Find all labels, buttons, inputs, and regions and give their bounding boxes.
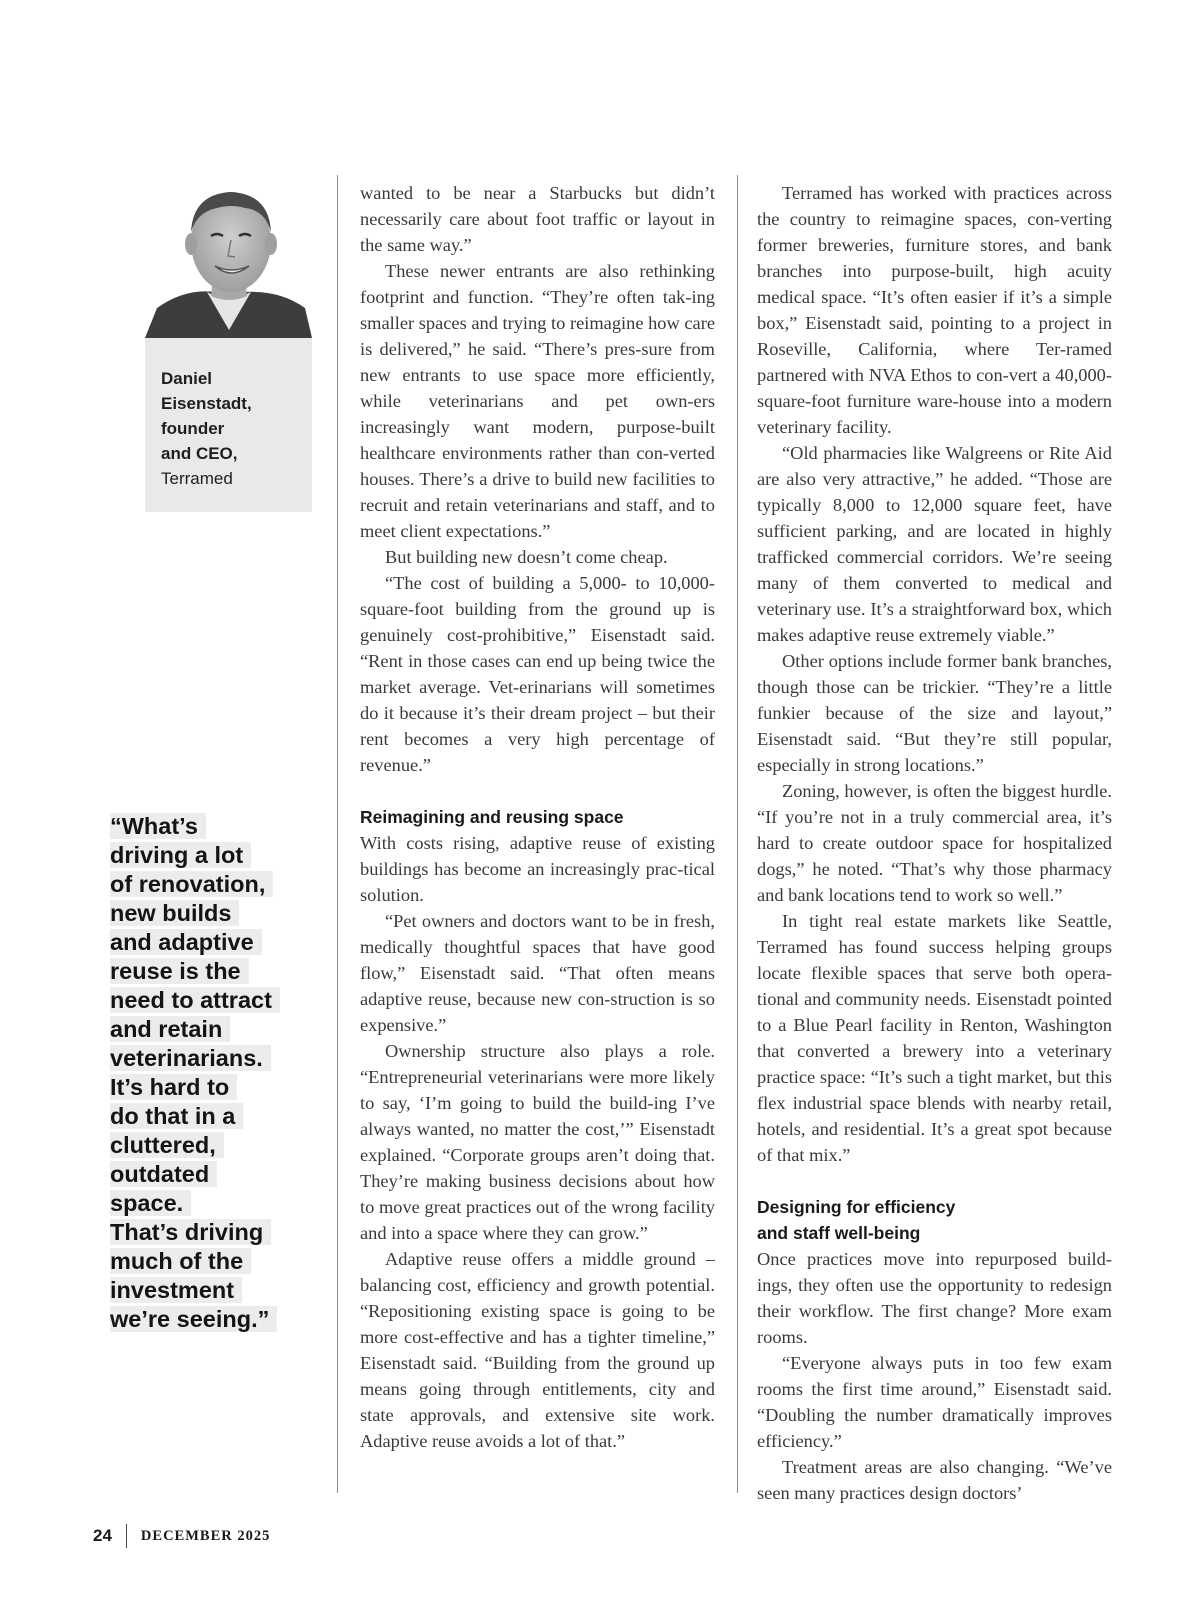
column-divider-right	[737, 175, 738, 1493]
section-heading-line1: Designing for efficiency	[757, 1197, 956, 1217]
issue-date: DECEMBER 2025	[140, 1527, 271, 1544]
caption-company: Terramed	[161, 469, 233, 488]
pull-quote-line: It’s hard to	[110, 1074, 237, 1100]
paragraph: Adaptive reuse offers a middle ground – balancing cost, efficiency and growth potential. “Repositioning existing space is going to be more cost-effective and has a tighter timeline,” Eisenstadt said. “Building from the ground up means going through entitlements, city and state approvals, and extensive site work. Adaptive reuse avoids a lot of that.”	[360, 1249, 715, 1451]
pull-quote-line: need to attract	[110, 987, 280, 1013]
paragraph: In tight real estate markets like Seattle, Terramed has found success helping groups locate flexible spaces that serve both opera-tional and community needs. Eisenstadt pointed to a Blue Pearl facility in Renton, Washington that converted a brewery into a veterinary practice space: “It’s such a tight market, but this flex industrial space blends with nearby retail, hotels, and residential. It’s a great spot because of that mix.”	[757, 911, 1112, 1165]
section-gap	[360, 778, 715, 804]
pull-quote-line: much of the	[110, 1248, 251, 1274]
pull-quote-line: investment	[110, 1277, 242, 1303]
paragraph: Ownership structure also plays a role. “Entrepreneurial veterinarians were more likely to say, ‘I’m going to build the build-ing I’ve always wanted, no matter the cost,’” Eisenstadt explained. “Corporate groups aren’t doing that. They’re making business decisions about how to move great practices out of the wrong facility and into a space where they can grow.”	[360, 1041, 715, 1243]
pull-quote-line: do that in a	[110, 1103, 243, 1129]
pull-quote-line: new builds	[110, 900, 239, 926]
section-gap	[757, 1168, 1112, 1194]
pull-quote-line: space.	[110, 1190, 191, 1216]
page-number: 24	[93, 1526, 112, 1545]
caption-role-line1: founder	[161, 419, 225, 438]
paragraph: Once practices move into repurposed build-ings, they often use the opportunity to redesign their workflow. The first change? More exam rooms.	[757, 1249, 1112, 1347]
portrait-image	[145, 180, 312, 338]
paragraph: “Pet owners and doctors want to be in fresh, medically thoughtful spaces that have good flow,” Eisenstadt said. “That often means adaptive reuse, because new con-struction is so expensive.”	[360, 911, 715, 1035]
paragraph: “Old pharmacies like Walgreens or Rite Aid are also very attractive,” he added. “Those are typically 8,000 to 12,000 square feet, have sufficient parking, and are located in highly trafficked commercial corridors. We’re seeing many of them converted to medical and veterinary use. It’s a straightforward box, which makes adaptive reuse extremely viable.”	[757, 443, 1112, 645]
caption-name-line1: Daniel	[161, 369, 213, 388]
pull-quote-line: “What’s	[110, 813, 206, 839]
column-divider-left	[337, 175, 338, 1493]
paragraph: “The cost of building a 5,000- to 10,000-square-foot building from the ground up is genuinely cost-prohibitive,” Eisenstadt said. “Rent in those cases can end up being twice the market average. Vet-erinarians will sometimes do it because it’s their dream project – but their rent becomes a very high percentage of revenue.”	[360, 573, 715, 775]
paragraph: With costs rising, adaptive reuse of existing buildings has become an increasingly prac-tical solution.	[360, 833, 715, 905]
section-heading	[757, 1194, 1112, 1246]
pull-quote-line: That’s driving	[110, 1219, 271, 1245]
paragraph: Treatment areas are also changing. “We’ve seen many practices design doctors’	[757, 1457, 1112, 1503]
paragraph: Terramed has worked with practices across the country to reimagine spaces, con-verting former breweries, furniture stores, and bank branches into purpose-built, high acuity medical space. “It’s often easier if it’s a simple box,” Eisenstadt said, pointing to a project in Roseville, California, where Ter-ramed partnered with NVA Ethos to con-vert a 40,000-square-foot furniture ware-house into a modern veterinary facility.	[757, 183, 1112, 437]
pull-quote-line: cluttered,	[110, 1132, 224, 1158]
pull-quote-line: veterinarians.	[110, 1045, 271, 1071]
paragraph: Other options include former bank branches, though those can be trickier. “They’re a little funkier because of the size and layout,” Eisenstadt said. “But they’re still popular, especially in strong locations.”	[757, 651, 1112, 775]
paragraph: But building new doesn’t come cheap.	[385, 547, 668, 567]
pull-quote-line: outdated	[110, 1161, 217, 1187]
pull-quote	[110, 812, 315, 1334]
footer-divider	[126, 1524, 127, 1548]
section-heading: Reimagining and reusing space	[360, 807, 624, 827]
caption-name-line2: Eisenstadt,	[161, 394, 252, 413]
pull-quote-line: reuse is the	[110, 958, 249, 984]
pull-quote-line: and retain	[110, 1016, 230, 1042]
paragraph: Zoning, however, is often the biggest hurdle. “If you’re not in a truly commercial area, it’s hard to create outdoor space for hospitalized dogs,” he noted. “That’s why those pharmacy and bank locations tend to work so well.”	[757, 781, 1112, 905]
paragraph: wanted to be near a Starbucks but didn’t necessarily care about foot traffic or layout in the same way.”	[360, 183, 715, 255]
article-column-1	[360, 180, 715, 1454]
photo-caption	[161, 366, 306, 491]
caption-role-line2: and CEO,	[161, 444, 238, 463]
page-footer	[93, 1525, 270, 1547]
pull-quote-line: of renovation,	[110, 871, 273, 897]
photo-caption-box	[145, 338, 312, 512]
section-heading-line2: and staff well-being	[757, 1223, 921, 1243]
pull-quote-line: and adaptive	[110, 929, 262, 955]
paragraph: “Everyone always puts in too few exam rooms the first time around,” Eisenstadt said. “Doubling the number dramatically improves efficiency.”	[757, 1353, 1112, 1451]
pull-quote-line: driving a lot	[110, 842, 251, 868]
article-column-2	[757, 180, 1112, 1506]
paragraph: These newer entrants are also rethinking footprint and function. “They’re often tak-ing smaller spaces and trying to reimagine how care is delivered,” he said. “There’s pres-sure from new entrants to use space more efficiently, while veterinarians and pet own-ers increasingly want modern, purpose-built healthcare environments rather than con-verted houses. There’s a drive to build new facilities to recruit and retain veterinarians and staff, and to meet client expectations.”	[360, 261, 715, 541]
founder-portrait	[145, 180, 312, 338]
pull-quote-line: we’re seeing.”	[110, 1306, 277, 1332]
